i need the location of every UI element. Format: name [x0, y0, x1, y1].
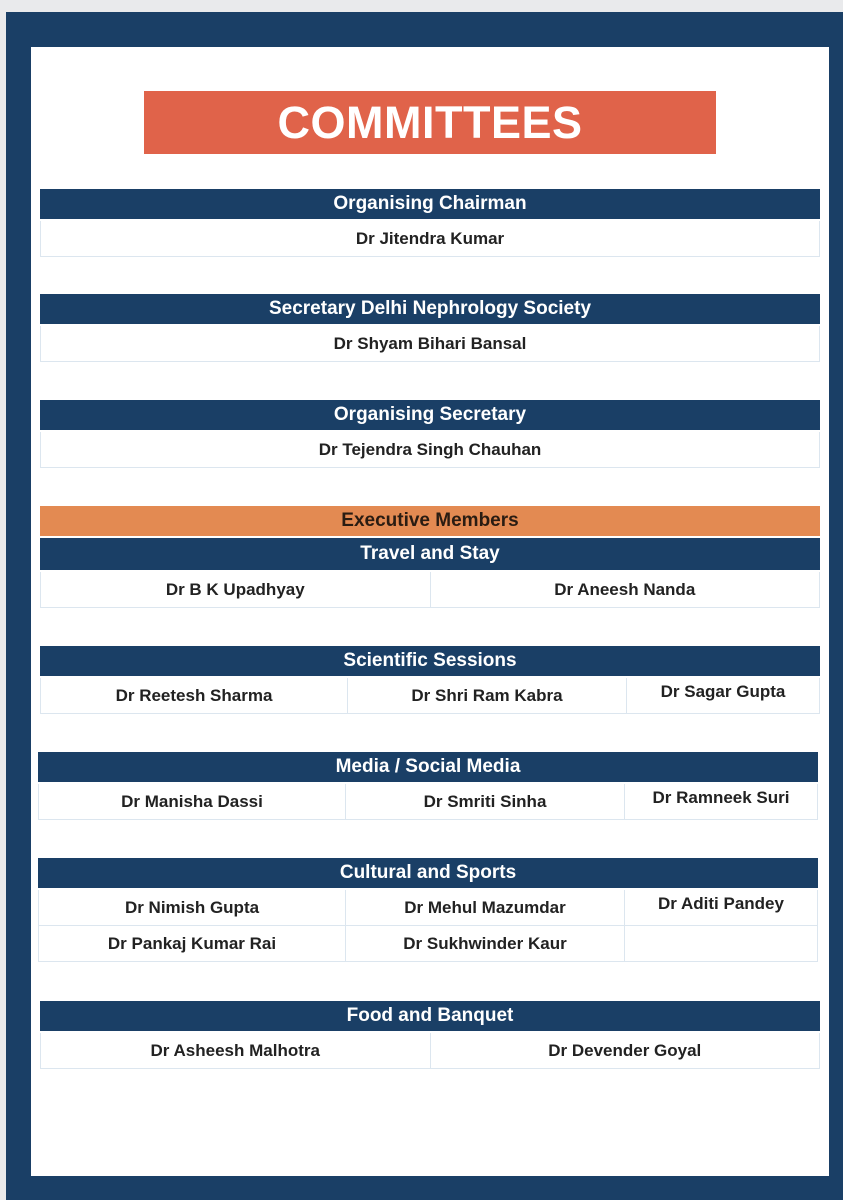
member-name: Dr Shyam Bihari Bansal [333, 333, 527, 353]
scientific-sessions-header: Scientific Sessions [40, 646, 820, 678]
empty-cell [625, 926, 817, 961]
table-row [40, 432, 820, 468]
media-header: Media / Social Media [38, 752, 818, 784]
table-row [40, 326, 820, 362]
member-name: Dr Nimish Gupta [39, 890, 346, 925]
food-banquet-header: Food and Banquet [40, 1001, 820, 1033]
organising-chairman-header: Organising Chairman [40, 189, 820, 221]
secretary-dns-header: Secretary Delhi Nephrology Society [40, 294, 820, 326]
page-title: COMMITTEES [277, 96, 583, 148]
organising-secretary-section [40, 400, 820, 468]
member-name: Dr Asheesh Malhotra [41, 1033, 431, 1068]
member-name: Dr Ramneek Suri [652, 788, 790, 807]
member-name: Dr Pankaj Kumar Rai [39, 926, 346, 961]
member-name: Dr B K Upadhyay [41, 572, 431, 607]
table-row [40, 678, 820, 714]
member-name: Dr Shri Ram Kabra [348, 678, 627, 713]
member-name: Dr Sagar Gupta [660, 682, 786, 701]
secretary-dns-section [40, 294, 820, 362]
member-name: Dr Devender Goyal [548, 1040, 702, 1060]
member-name: Dr Reetesh Sharma [41, 678, 348, 713]
member-name: Dr Sukhwinder Kaur [346, 926, 625, 961]
cultural-sports-header: Cultural and Sports [38, 858, 818, 890]
member-name: Dr Jitendra Kumar [355, 228, 505, 248]
member-name: Dr Mehul Mazumdar [346, 890, 625, 925]
table-row [38, 926, 818, 962]
food-banquet-section [40, 1001, 820, 1069]
table-row [38, 890, 818, 926]
organising-chairman-section [40, 189, 820, 257]
executive-members-section [40, 506, 820, 608]
member-name: Dr Manisha Dassi [39, 784, 346, 819]
member-name: Dr Aneesh Nanda [554, 579, 696, 599]
member-name: Dr Smriti Sinha [346, 784, 625, 819]
cultural-sports-section [38, 858, 818, 962]
member-name: Dr Aditi Pandey [658, 894, 784, 913]
table-row [40, 572, 820, 608]
member-name: Dr Tejendra Singh Chauhan [318, 439, 542, 459]
table-row [40, 221, 820, 257]
media-section [38, 752, 818, 820]
executive-members-header: Executive Members [40, 506, 820, 538]
organising-secretary-header: Organising Secretary [40, 400, 820, 432]
table-row [40, 1033, 820, 1069]
table-row [38, 784, 818, 820]
title-banner [144, 91, 716, 154]
scientific-sessions-section [40, 646, 820, 714]
travel-stay-header: Travel and Stay [40, 538, 820, 572]
